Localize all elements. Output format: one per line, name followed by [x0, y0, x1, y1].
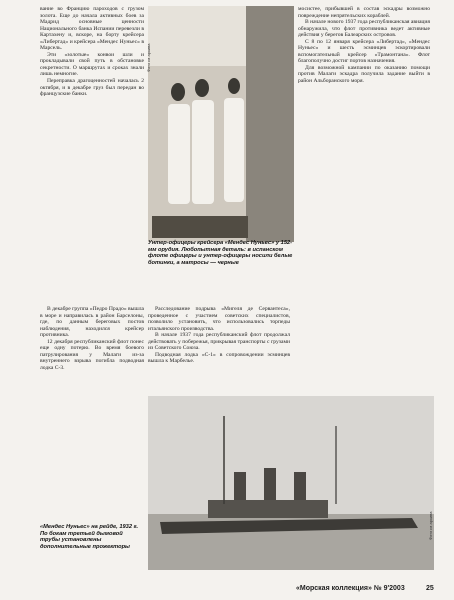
photo-caption-top: Унтер-офицеры крейсера «Мендес Нуньес» у 152-мм орудия. Любопытная деталь: в испанском флоте офицеры и унтер-офицеры носили белые ботинки, а матросы — черные [148, 240, 293, 266]
paragraph: Подводная лодка «С-1» в сопровождении эсминцев вышла к Марбелье. [148, 351, 290, 365]
photo-credit: Фото из архива [146, 43, 151, 72]
paragraph: Для возможной кампании по оказанию помощи против Малаги эскадра получила задание выйти в район Альборанского моря. [298, 64, 430, 85]
right-column [298, 6, 430, 85]
paragraph: В декабре группа «Педро Прадо» вышла в море и направилась в район Барселоны, где, по данным береговых постов наблюдения, находился крейсер противника. [40, 306, 145, 339]
photo-caption-bottom: «Мендес Нуньес» на рейде, 1932 г. По бокам третьей дымовой трубы установлены дополнительные прожекторы [40, 524, 139, 550]
cruiser-photo [148, 396, 434, 570]
paragraph: В начале нового 1937 года республиканская авиация обнаружила, что флот противника ведет активные действия у берегов Балеарских островов. [298, 19, 430, 39]
photo-credit: Фото из архива [428, 511, 433, 540]
crew-photo [148, 6, 294, 242]
middle-column [148, 306, 290, 365]
paragraph: мосистее, прибывшей в состав эскадры возможно повреждение непрятельских кораблей. [298, 6, 430, 19]
left-column-top [40, 6, 144, 98]
journal-footer: «Морская коллекция» № 9'2003 [296, 585, 405, 592]
left-column-bottom [40, 306, 144, 371]
paragraph: 12 декабря республиканский флот понес еще одну потерю. Во время боевого патрулирования у Малаги из-за внутреннего взрыва погибла подводная лодка С-3. [40, 338, 144, 371]
paragraph: Переправка драгоценностей началась 2 октября, и в декабре груз был передан во французские банки. [40, 78, 144, 98]
paragraph: В начале 1937 года республиканский флот продолжал действовать у побережья, прикрывая транспорты с грузами из Советского Союза. [148, 332, 290, 352]
page-number: 25 [426, 585, 434, 592]
paragraph: Расследование подрыва «Мигеля де Сервантеса», проведенное с участием советских специалистов, позволило установить, что использовались торпеды итальянского производства. [148, 306, 290, 332]
paragraph: С 8 по 12 января крейсера «Либертад», «Мендес Нуньес» и шесть эсминцев эскортировали вспомогательный крейсер «Трамонтана». Флот благополучно достиг портов назначения. [298, 38, 430, 65]
paragraph: вание во Францию пароходов с грузом золота. Еще до начала активных боев за Мадрид основные ценности Национального банка Испании перевезли в Картахену и, вскоре, на борту крейсера «Либертад» и крейсера «Мендес Нуньес» в Марсель. [40, 6, 144, 52]
paragraph: Эти «золотые» конвои шли и прокладывали свой путь в обстановке секретности. О маршрутах и сроках знали лишь немногие. [40, 51, 144, 78]
